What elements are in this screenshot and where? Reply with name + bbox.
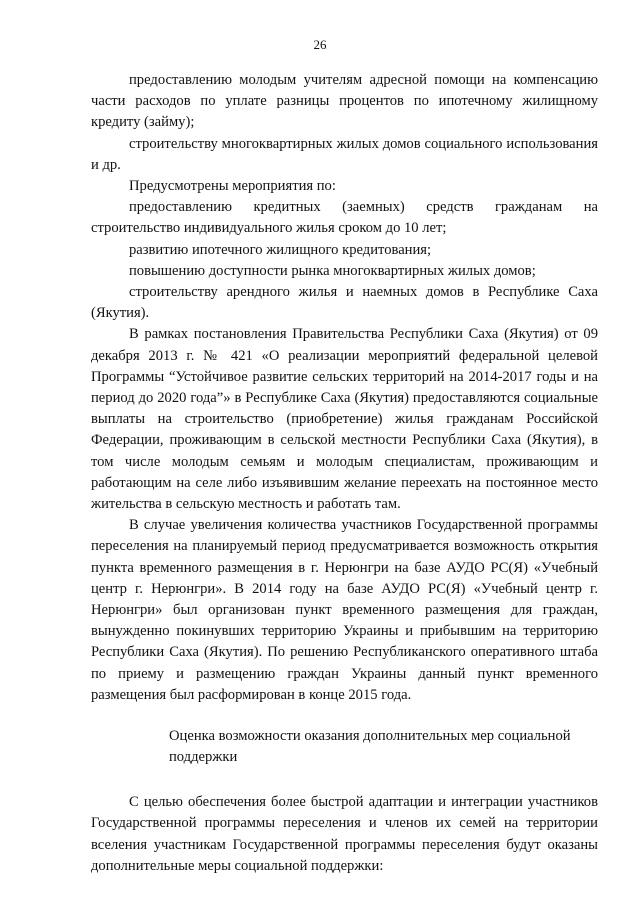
paragraph: строительству многоквартирных жилых домов социального использования и др. [91, 135, 598, 173]
paragraph: Предусмотрены мероприятия по: [129, 178, 336, 195]
paragraph: строительству арендного жилья и наемных домов в Республике Саха (Якутия). [91, 284, 598, 322]
paragraph: предоставлению кредитных (заемных) средств гражданам на строительство индивидуального жилья сроком до 10 лет; [91, 199, 598, 237]
section-heading-line: поддержки [169, 749, 238, 766]
page-number: 26 [313, 37, 327, 52]
paragraph: повышению доступности рынка многоквартирных жилых домов; [129, 262, 536, 279]
document-body [91, 70, 598, 877]
section-heading [91, 726, 598, 768]
paragraph: С целью обеспечения более быстрой адаптации и интеграции участников Государственной программы переселения и членов их семей на территории вселения участникам Государственной программы переселения будут оказаны дополнительные меры социальной поддержки: [91, 794, 598, 874]
paragraph: развитию ипотечного жилищного кредитования; [129, 241, 432, 258]
paragraph: В рамках постановления Правительства Республики Саха (Якутия) от 09 декабря 2013 г. № 421 «О реализации мероприятий федеральной целевой Программы “Устойчивое развитие сельских территорий на 2014-2017 годы и на период до 2020 года”» в Республике Саха (Якутия) предоставляются социальные выплаты на строительство (приобретение) жилья гражданам Российской Федерации, проживающим в сельской местности Республики Саха (Якутия), в том числе молодым семьям и молодым специалистам, проживающим и работающим на селе либо изъявившим желание переехать на постоянное место жительства в сельскую местность и работать там. [91, 326, 598, 513]
paragraph: предоставлению молодым учителям адресной помощи на компенсацию части расходов по уплате разницы процентов по ипотечному жилищному кредиту (займу); [91, 72, 598, 131]
paragraph: В случае увеличения количества участников Государственной программы переселения на планируемый период предусматривается возможность открытия пункта временного размещения в г. Нерюнгри на базе АУДО РС(Я) «Учебный центр г. Нерюнгри». В 2014 году на базе АУДО РС(Я) «Учебный центр г. Нерюнгри» был организован пункт временного размещения для граждан, вынужденно покинувших территорию Украины и прибывшим на территорию Республики Саха (Якутия). По решению Республиканского оперативного штаба по приему и размещению граждан Украины данный пункт временного размещения был расформирован в конце 2015 года. [91, 517, 598, 703]
section-heading-line: Оценка возможности оказания дополнительных мер социальной [169, 728, 571, 745]
